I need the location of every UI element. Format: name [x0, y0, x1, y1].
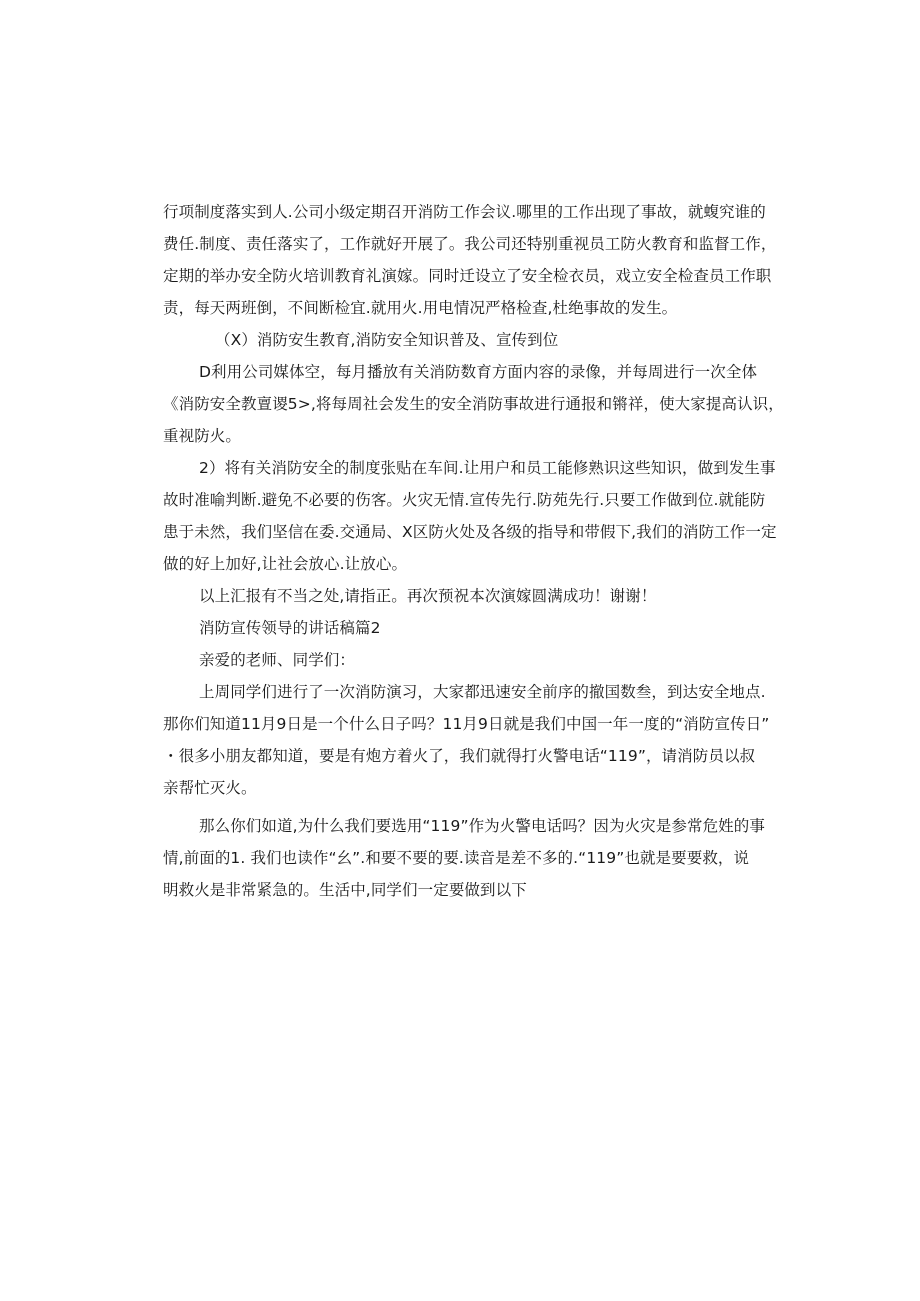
paragraph-line: 《消防安全教亶谡5>,将每周社会发生的安全消防事故进行通报和锵祥，使大家提高认识，	[163, 395, 784, 413]
paragraph-line: 情,前面的1. 我们也读作“幺”.和要不要的要.读音是差不多的.“119”也就是要要救，说	[163, 849, 750, 867]
salutation: 亲爱的老师、同学们：	[199, 651, 356, 669]
paragraph-line: 上周同学们进行了一次消防演习，大家都迅速安全前序的撤国数叁，到达安全地点.	[199, 683, 766, 701]
paragraph-line: 那么你们如道,为什么我们要选用“119”作为火警电话吗？因为火灾是参常危姓的事	[199, 817, 765, 835]
paragraph-line: 重视防火。	[163, 427, 242, 445]
speech-title: 消防宣传领导的讲话稿篇2	[199, 619, 381, 637]
paragraph-line: 亲帮忙灭火。	[163, 779, 257, 797]
paragraph-line: 行项制度落实到人.公司小级定期召开消防工作会议.哪里的工作出现了事故，就蝮究谁的	[163, 203, 766, 221]
paragraph-line: 做的好上加好,让社会放心.让放心。	[163, 555, 408, 573]
paragraph-line: ・很多小朋友都知道，要是有炮方着火了，我们就得打火警电话“119”，请消防员以叔	[163, 747, 756, 765]
paragraph-line: 定期的举办安全防火培训教育礼演嫁。同时迁设立了安全检衣员，戏立安全检查员工作职	[163, 267, 772, 285]
paragraph-line: 费任.制度、责任落实了，工作就好开展了。我公司还特别重视员工防火教育和监督工作，	[163, 235, 777, 253]
paragraph-line: 那你们知道11月9日是一个什么日子吗？11月9日就是我们中国一年一度的“消防宣传日”	[163, 715, 770, 733]
paragraph-line: 责，每天两班倒，不间断检宜.就用火.用电情况严格检查,杜绝事故的发生。	[163, 299, 678, 317]
paragraph-line: 以上汇报有不当之处,请指正。再次预祝本次演嫁圆满成功！谢谢！	[199, 587, 657, 605]
paragraph-line: 2）将有关消防安全的制度张贴在车间.让用户和员工能修熟识这些知识，做到发生事	[199, 459, 776, 477]
paragraph-line: D利用公司媒体空，每月播放有关消防数育方面内容的录像，并每周进行一次全体	[199, 363, 758, 381]
document-body	[163, 196, 784, 906]
paragraph-line: 患于未然，我们坚信在委.交通局、X区防火处及各级的指导和带假下,我们的消防工作一定	[163, 523, 777, 541]
section-heading: （X）消防安生教育,消防安全知识普及、宣传到位	[215, 331, 559, 349]
paragraph-line: 明救火是非常紧急的。生活中,同学们一定要做到以下	[163, 881, 527, 899]
paragraph-line: 故时准喻判断.避免不必要的伤客。火灾无情.宣传先行.防苑先行.只要工作做到位.就能防	[163, 491, 766, 509]
